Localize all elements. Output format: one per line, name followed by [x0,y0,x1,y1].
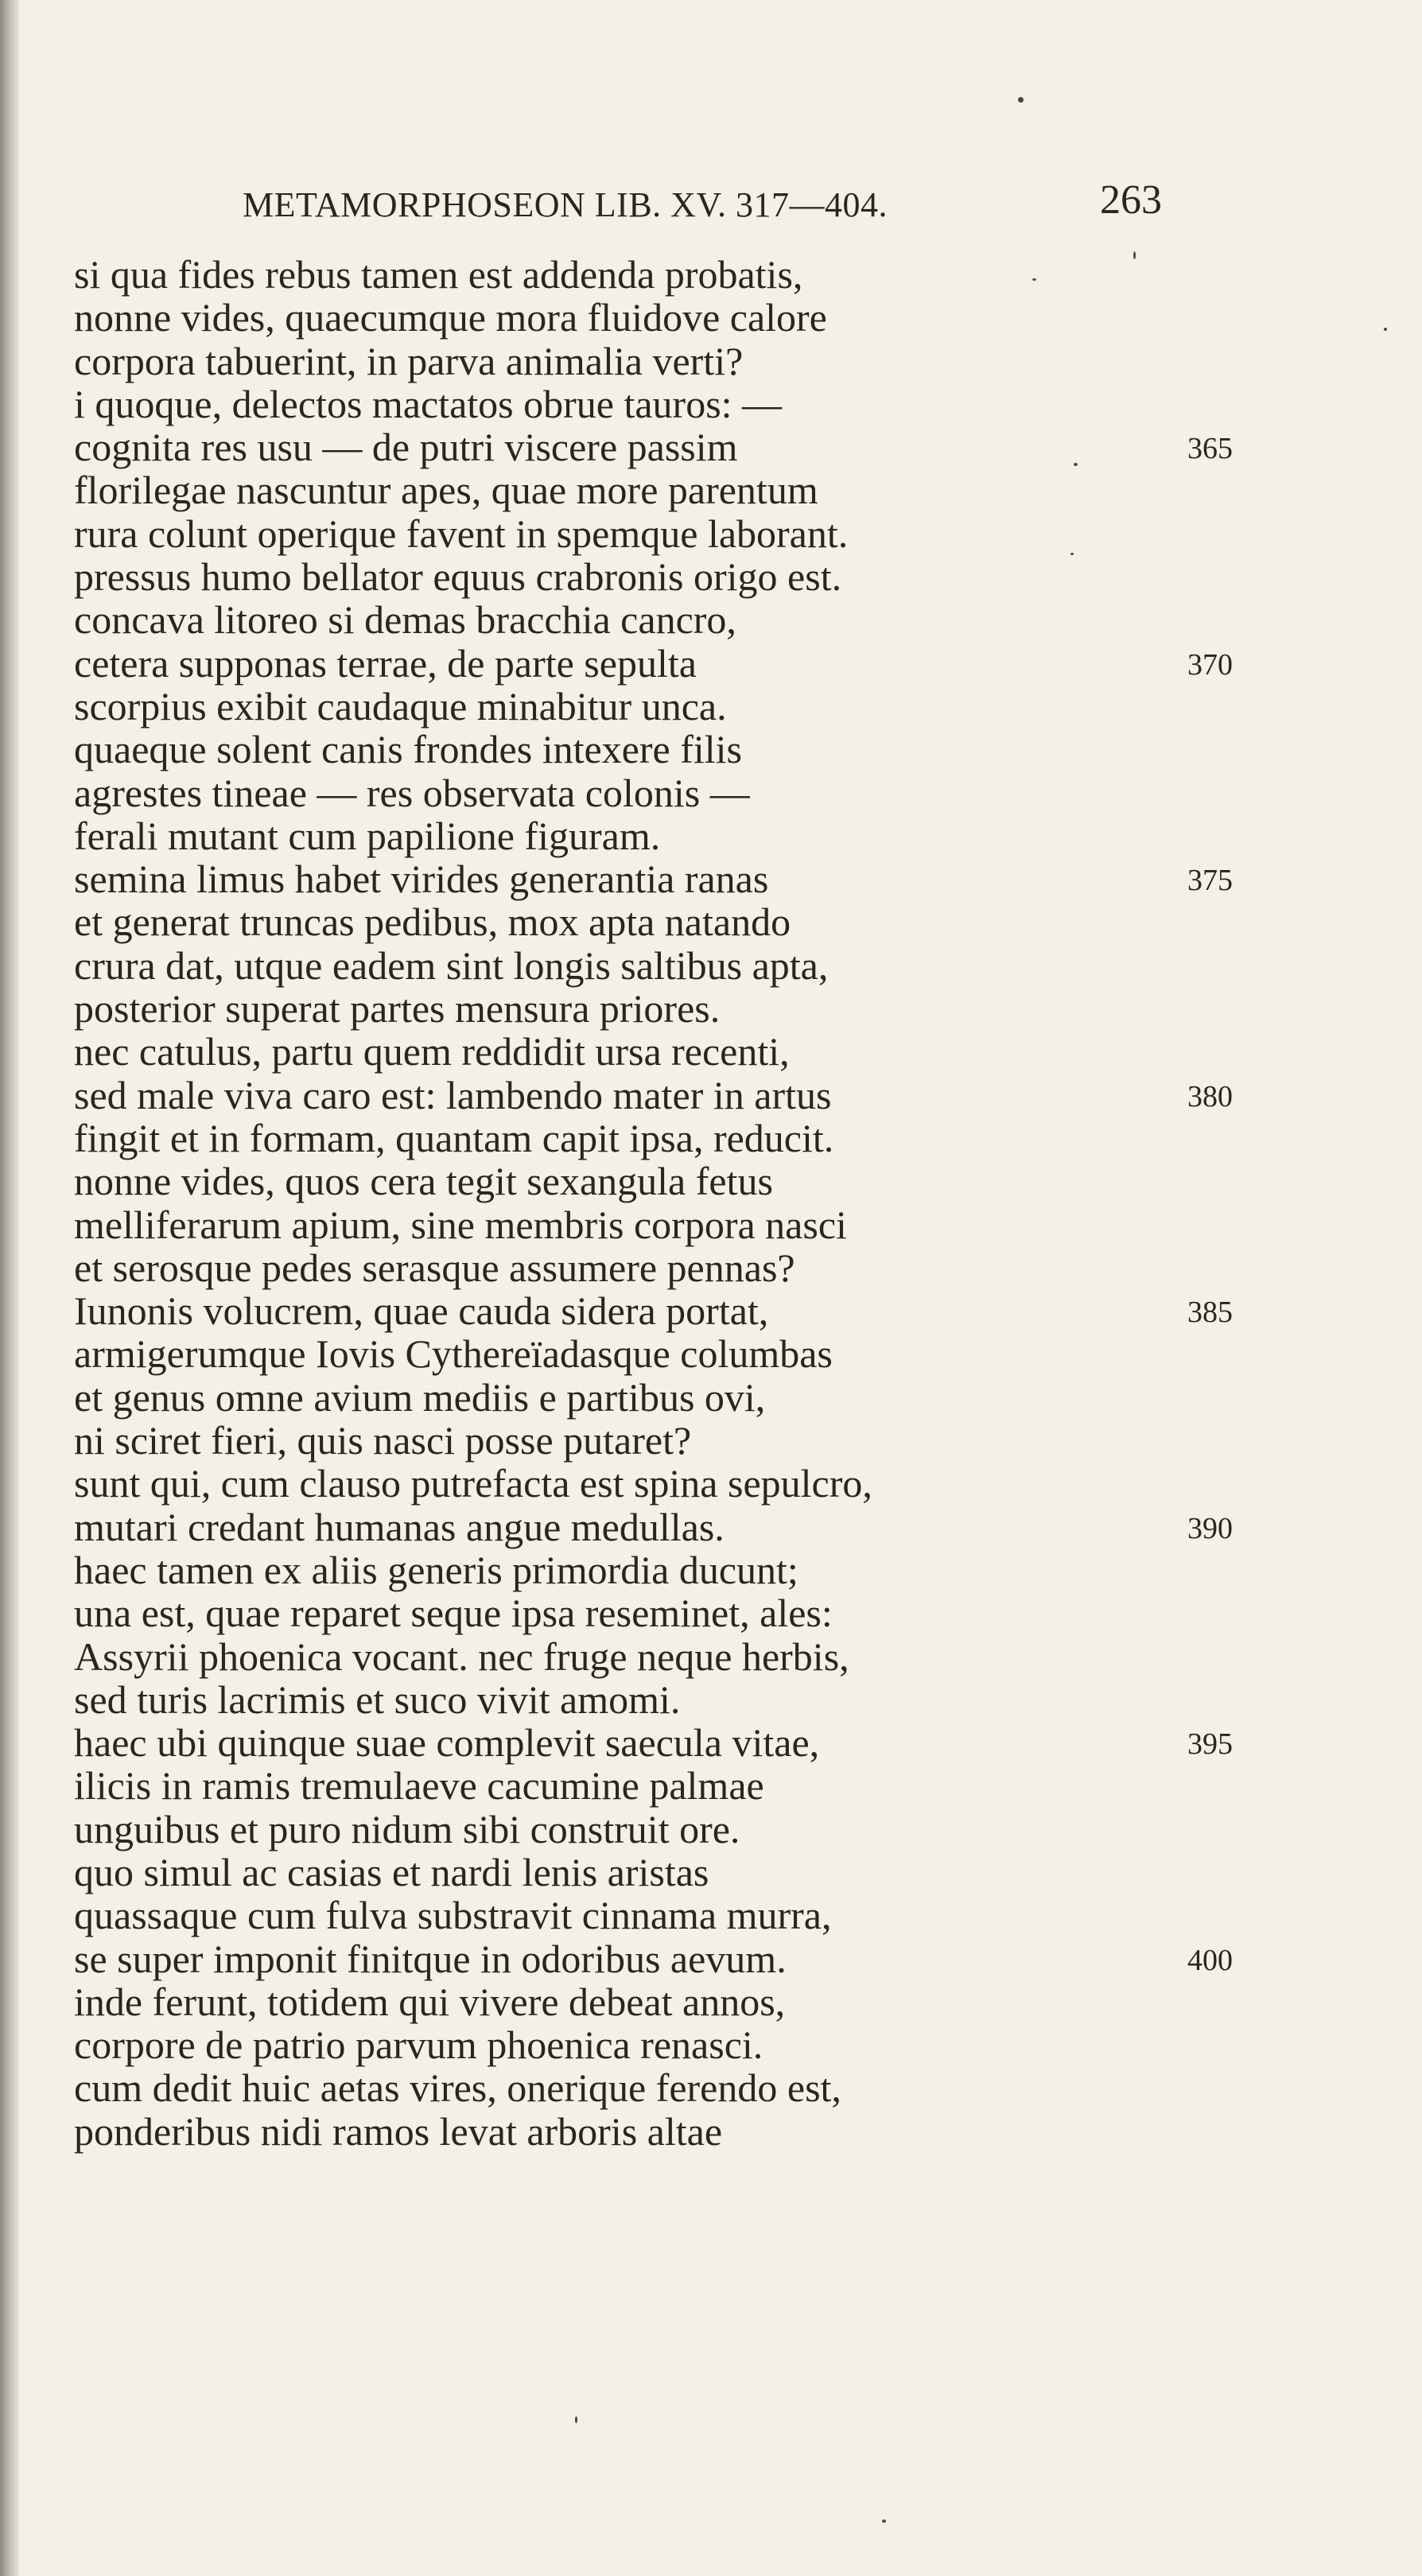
verse-line [74,1678,1251,1721]
verse-line-text: sed male viva caro est: lambendo mater in artus [74,1072,832,1117]
verse-line [74,728,1251,771]
verse-line [74,900,1251,943]
verse-line [74,814,1251,857]
verse-line [74,1894,1251,1937]
verse-line [74,1074,1251,1117]
verse-line [74,1289,1251,1332]
verse-line-text: ferali mutant cum papilione figuram. [74,813,661,858]
verse-line-text: cognita res usu — de putri viscere passim [74,425,738,470]
line-number: 390 [1187,1511,1233,1545]
paper-speck [575,2416,577,2423]
paper-speck [1074,463,1078,466]
verse-line [74,468,1251,511]
paper-speck [1133,251,1136,259]
verse-line [74,1808,1251,1851]
paper-speck [1384,328,1387,331]
verse-line [74,987,1251,1030]
verse-line-text: ni sciret fieri, quis nasci posse putaret? [74,1418,692,1463]
verse-line [74,1721,1251,1764]
verse-line-text: semina limus habet virides generantia ranas [74,857,769,902]
line-number: 365 [1187,432,1233,466]
verse-line-text: cetera supponas terrae, de parte sepulta [74,640,697,686]
verse-line [74,253,1251,296]
verse-line [74,642,1251,685]
verse-line-text: florilegae nascuntur apes, quae more parentum [74,468,818,513]
line-number: 375 [1187,864,1233,898]
verse-line-text: Iunonis volucrem, quae cauda sidera portat, [74,1288,769,1334]
verse-line-text: sed turis lacrimis et suco vivit amomi. [74,1677,681,1722]
verse-line [74,512,1251,555]
verse-line-text: melliferarum apium, sine membris corpora nasci [74,1202,847,1247]
verse-line-text: et genus omne avium mediis e partibus ovi, [74,1374,766,1420]
verse-line-text: quaeque solent canis frondes intexere filis [74,727,742,772]
verse-line-text: mutari credant humanas angue medullas. [74,1504,725,1549]
verse-line [74,685,1251,728]
verse-line [74,1419,1251,1462]
line-number: 370 [1187,647,1233,682]
verse-line [74,1548,1251,1591]
verse-line [74,1203,1251,1246]
verse-line [74,1635,1251,1678]
verse-line-text: nec catulus, partu quem reddidit ursa recenti, [74,1029,790,1074]
spine-shadow [0,0,19,2576]
verse-line [74,1591,1251,1634]
verse-line [74,1160,1251,1203]
verse-line-text: rura colunt operique favent in spemque laborant. [74,511,849,556]
verse-line [74,1246,1251,1289]
verse-line-text: crura dat, utque eadem sint longis saltibus apta, [74,942,829,988]
verse-line-text: fingit et in formam, quantam capit ipsa, reducit. [74,1115,834,1160]
verse-line [74,2023,1251,2066]
verse-line [74,1506,1251,1548]
verse-line-text: nonne vides, quos cera tegit sexangula fetus [74,1159,773,1204]
verse-line-text: et generat truncas pedibus, mox apta natando [74,899,791,945]
verse-line [74,1937,1251,1980]
verse-line-text: inde ferunt, totidem qui vivere debeat annos, [74,1979,786,2024]
verse-line-text: agrestes tineae — res observata colonis — [74,770,750,815]
running-title: METAMORPHOSEON LIB. XV. 317—404. [243,185,888,224]
verse-line-text: si qua fides rebus tamen est addenda probatis, [74,252,803,297]
verse-line [74,944,1251,987]
verse-line-text: cum dedit huic aetas vires, onerique ferendo est, [74,2065,841,2111]
line-number: 395 [1187,1727,1233,1762]
page-number: 263 [1100,177,1162,223]
verse-line-text: armigerumque Iovis Cythereïadasque columbas [74,1331,833,1377]
verse-line-text: una est, quae reparet seque ipsa reseminet, ales: [74,1591,833,1636]
verse-line [74,2110,1251,2153]
verse-line-text: Assyrii phoenica vocant. nec fruge neque herbis, [74,1634,849,1679]
verse-line-text: se super imponit finitque in odoribus aevum. [74,1936,787,1981]
verse-line-text: sunt qui, cum clauso putrefacta est spina sepulcro, [74,1461,872,1506]
verse-line-text: unguibus et puro nidum sibi construit ore. [74,1806,740,1851]
verse-line [74,1030,1251,1073]
verse-line [74,1851,1251,1894]
paper-speck [1070,553,1074,555]
verse-line-text: quo simul ac casias et nardi lenis aristas [74,1849,709,1894]
verse-line-text: posterior superat partes mensura priores. [74,986,721,1032]
verse-line [74,1980,1251,2023]
paper-speck [882,2520,886,2523]
line-number: 385 [1187,1296,1233,1330]
verse-line [74,2066,1251,2109]
verse-line-text: pressus humo bellator equus crabronis origo est. [74,554,842,600]
line-number: 400 [1187,1943,1233,1977]
verse-line [74,771,1251,814]
verse-line-text: haec ubi quinque suae complevit saecula vitae, [74,1720,820,1766]
verse-line [74,1376,1251,1419]
verse-line-text: concava litoreo si demas bracchia cancro, [74,597,736,643]
verse-line [74,1764,1251,1807]
verse-line [74,296,1251,339]
verse-line-text: scorpius exibit caudaque minabitur unca. [74,683,727,729]
line-number: 380 [1187,1079,1233,1113]
verse-line-text: i quoque, delectos mactatos obrue tauros: — [74,381,783,426]
verse-line [74,1117,1251,1160]
verse-line-text: et serosque pedes serasque assumere pennas? [74,1245,795,1290]
verse-line-text: ponderibus nidi ramos levat arboris altae [74,2108,723,2154]
verse-line [74,340,1251,383]
verse-line [74,555,1251,598]
verse-text [74,253,1251,2153]
verse-line [74,383,1251,425]
paper-speck [1018,97,1024,103]
verse-line-text: haec tamen ex aliis generis primordia ducunt; [74,1547,798,1592]
verse-line [74,598,1251,641]
verse-line-text: ilicis in ramis tremulaeve cacumine palmae [74,1763,764,1809]
verse-line-text: corpora tabuerint, in parva animalia verti? [74,338,744,383]
verse-line [74,1332,1251,1375]
verse-line-text: corpore de patrio parvum phoenica renasci. [74,2022,763,2068]
verse-line [74,857,1251,900]
verse-line [74,1462,1251,1505]
verse-line-text: nonne vides, quaecumque mora fluidove calore [74,295,827,340]
paper-speck [1032,278,1036,281]
verse-line-text: quassaque cum fulva substravit cinnama murra, [74,1893,832,1938]
